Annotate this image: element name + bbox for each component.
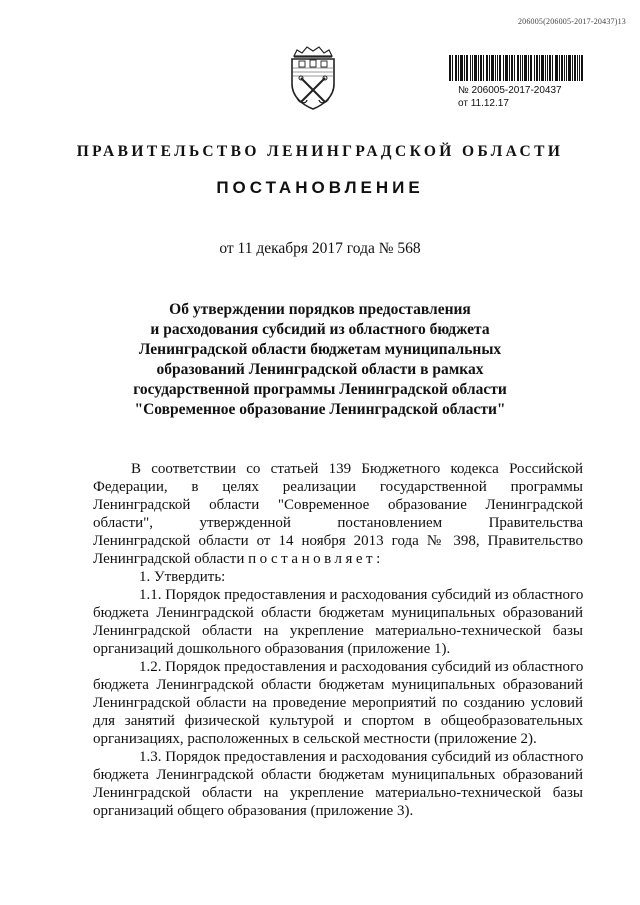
text-line: Ленинградской области "Современное образование Ленинградской <box>93 497 583 513</box>
heading-line: Ленинградской области бюджетам муниципальных <box>138 341 502 358</box>
registration-code: 206005(206005-2017-20437)13 <box>517 17 626 26</box>
text-line: организациях, расположенных в сельской местности (приложение 2). <box>93 731 537 747</box>
barcode-icon <box>449 55 583 81</box>
intro-last-text: Ленинградской области <box>93 551 245 567</box>
heading-line: государственной программы Ленинградской области <box>133 381 507 398</box>
item-1 <box>93 568 583 586</box>
doc-registration-number: № 206005-2017-20437 <box>458 85 562 96</box>
text-line: 1.3. Порядок предоставления и расходования субсидий из областного <box>139 749 584 765</box>
text-line <box>93 550 583 568</box>
text-line: 1.1. Порядок предоставления и расходования субсидий из областного <box>139 587 584 603</box>
text-line: Ленинградской области от 14 ноября 2013 года № 398, Правительство <box>93 533 583 549</box>
intro-paragraph <box>93 460 583 568</box>
text-line: Ленинградской области на проведение мероприятий по созданию условий <box>93 695 583 711</box>
text-line: организаций общего образования (приложение 3). <box>93 803 414 819</box>
heading-line: и расходования субсидий из областного бюджета <box>150 321 490 338</box>
decree-date-number: от 11 декабря 2017 года № 568 <box>219 240 421 257</box>
text-line: Ленинградской области на укрепление материально-технической базы <box>93 623 583 639</box>
item-1-3 <box>93 748 583 820</box>
heading-line: образований Ленинградской области в рамках <box>156 361 484 378</box>
text-line: 1. Утвердить: <box>139 569 226 585</box>
text-line: бюджета Ленинградской области бюджетам муниципальных образований <box>93 677 583 693</box>
decree-body <box>93 460 583 820</box>
document-type: ПОСТАНОВЛЕНИЕ <box>216 178 424 197</box>
heading-line: "Современное образование Ленинградской области" <box>134 401 506 418</box>
doc-registration-date: от 11.12.17 <box>458 98 509 109</box>
decree-heading <box>0 300 640 420</box>
heading-line: Об утверждении порядков предоставления <box>169 301 471 318</box>
text-line: Федерации, в целях реализации государственной программы <box>93 479 583 495</box>
text-line: Ленинградской области на укрепление материально-технической базы <box>93 785 583 801</box>
text-line: организаций дошкольного образования (приложение 1). <box>93 641 451 657</box>
item-1-2 <box>93 658 583 748</box>
government-title: ПРАВИТЕЛЬСТВО ЛЕНИНГРАДСКОЙ ОБЛАСТИ <box>76 143 564 160</box>
coat-of-arms-icon <box>285 44 341 112</box>
text-line: для занятий физической культурой и спортом в общеобразовательных <box>93 713 583 729</box>
text-line: 1.2. Порядок предоставления и расходования субсидий из областного <box>139 659 584 675</box>
text-line: бюджета Ленинградской области бюджетам муниципальных образований <box>93 767 583 783</box>
text-line: области", утвержденной постановлением Правительства <box>93 515 583 531</box>
text-line: бюджета Ленинградской области бюджетам муниципальных образований <box>93 605 583 621</box>
item-1-1 <box>93 586 583 658</box>
decrees-word: постановляет: <box>248 551 384 567</box>
text-line: В соответствии со статьей 139 Бюджетного кодекса Российской <box>131 461 583 477</box>
